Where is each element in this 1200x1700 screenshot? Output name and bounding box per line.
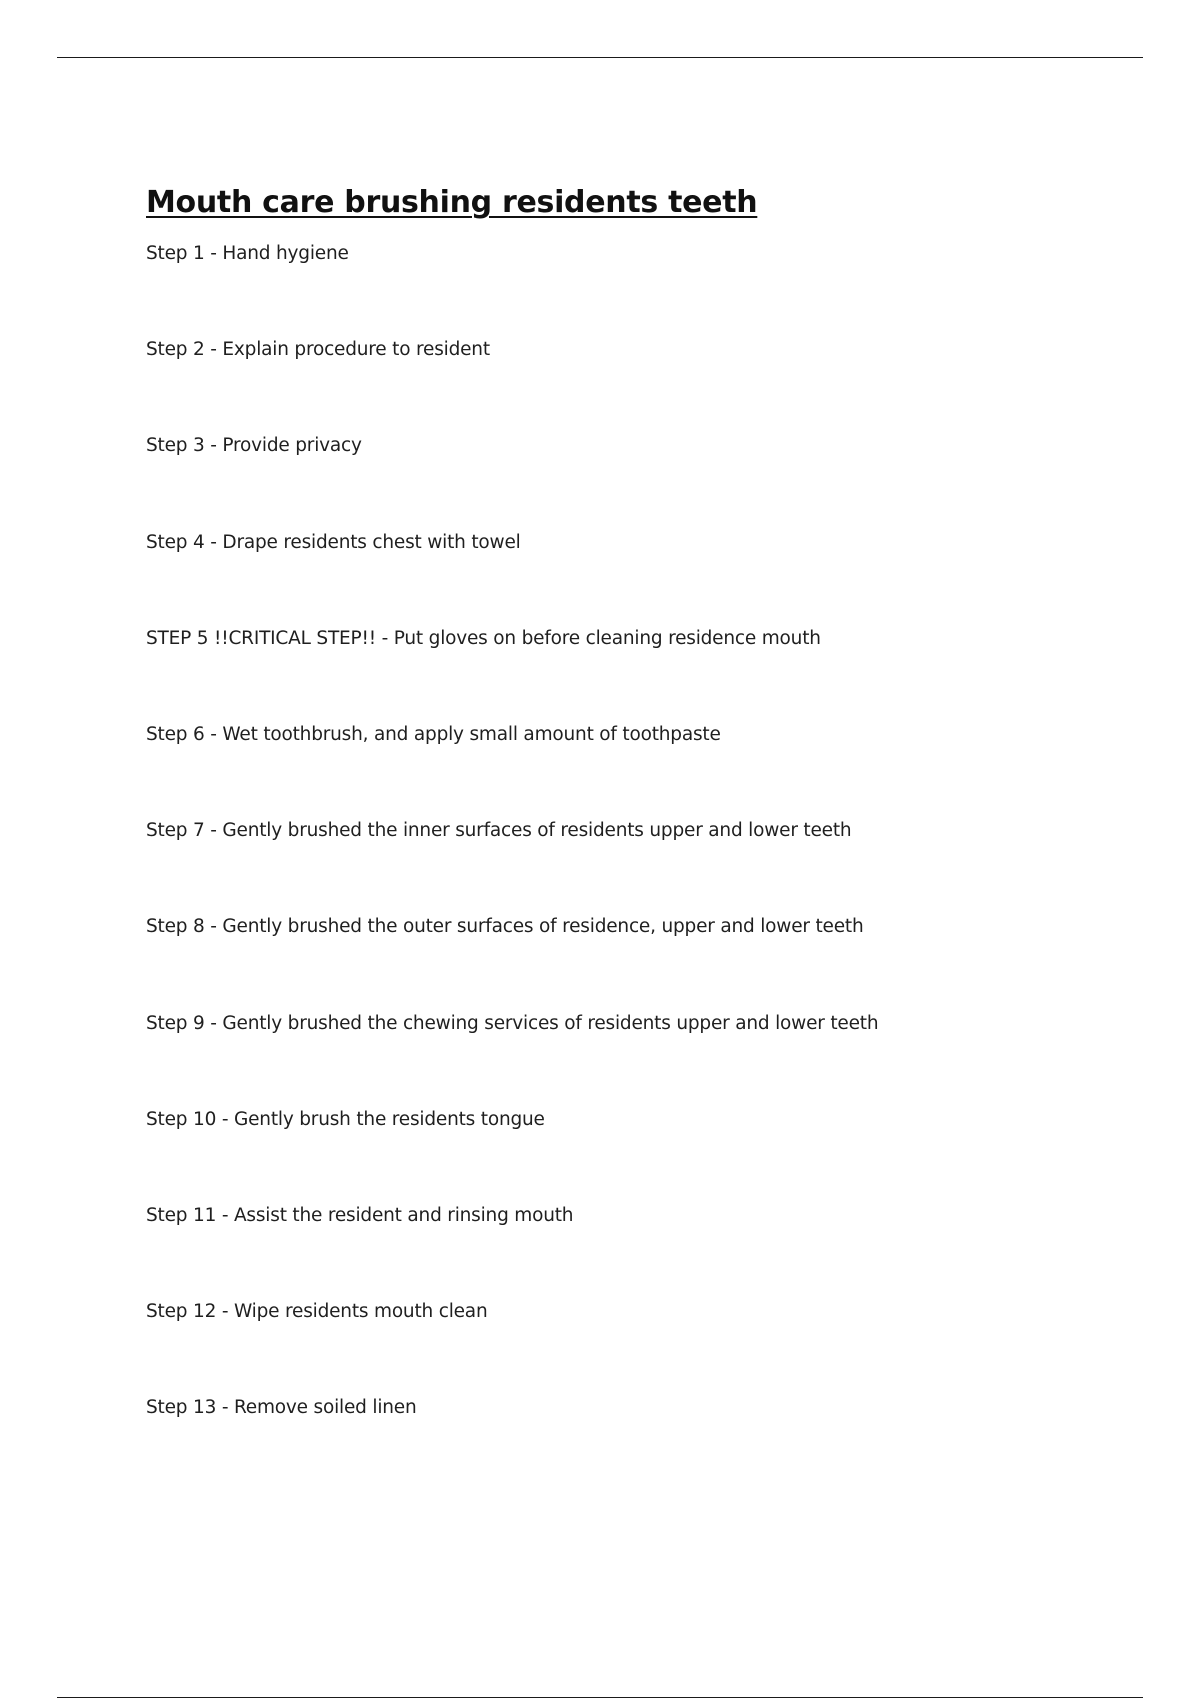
step-item: Step 11 - Assist the resident and rinsing mouth: [146, 1204, 574, 1226]
step-item: Step 1 - Hand hygiene: [146, 243, 349, 264]
step-item: Step 13 - Remove soiled linen: [146, 1397, 417, 1419]
step-item: Step 2 - Explain procedure to resident: [146, 339, 490, 361]
step-item: STEP 5 !!CRITICAL STEP!! - Put gloves on before cleaning residence mouth: [146, 627, 821, 649]
step-item: Step 9 - Gently brushed the chewing services of residents upper and lower teeth: [146, 1012, 879, 1034]
step-item: Step 10 - Gently brush the residents tongue: [146, 1108, 545, 1130]
step-item: Step 7 - Gently brushed the inner surfaces of residents upper and lower teeth: [146, 820, 852, 842]
document-title: Mouth care brushing residents teeth: [146, 185, 758, 220]
step-item: Step 8 - Gently brushed the outer surfaces of residence, upper and lower teeth: [146, 916, 864, 938]
step-item: Step 12 - Wipe residents mouth clean: [146, 1301, 488, 1323]
step-item: Step 6 - Wet toothbrush, and apply small amount of toothpaste: [146, 723, 721, 745]
document-body: [146, 182, 1146, 1419]
step-item: Step 3 - Provide privacy: [146, 435, 362, 457]
header-rule: [57, 57, 1143, 58]
step-item: Step 4 - Drape residents chest with towel: [146, 531, 521, 553]
step-list: [146, 242, 878, 1492]
footer-rule: [57, 1697, 1143, 1698]
